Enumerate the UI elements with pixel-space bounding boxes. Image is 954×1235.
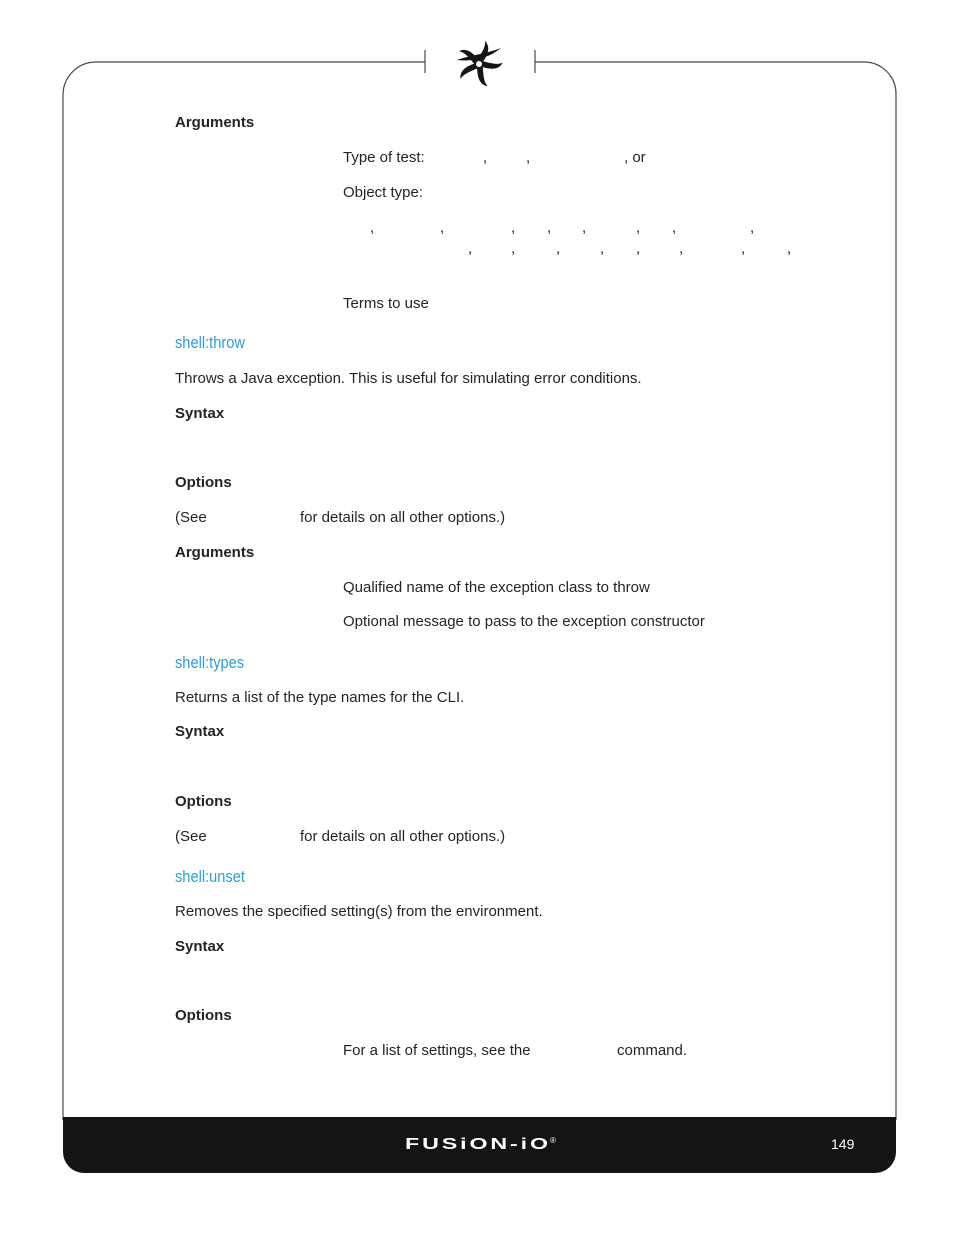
- shell-throw-arguments-heading: Arguments: [175, 544, 255, 561]
- object-type-separator: ,: [741, 240, 746, 257]
- object-type-separator: ,: [672, 219, 677, 236]
- object-type-separator: ,: [511, 219, 516, 236]
- fusion-io-wordmark: FUSiON-iO: [405, 1136, 551, 1153]
- object-type-separator: ,: [679, 240, 684, 257]
- object-type-separator: ,: [440, 219, 445, 236]
- type-of-test-separator: , or: [624, 149, 646, 166]
- type-of-test-label: Type of test:: [343, 149, 425, 166]
- type-of-test-separator: ,: [526, 149, 531, 166]
- shell-unset-settings-text: For a list of settings, see the: [343, 1042, 531, 1059]
- object-type-separator: ,: [556, 240, 561, 257]
- shell-throw-syntax-heading: Syntax: [175, 405, 225, 422]
- shell-types-title: shell:types: [175, 653, 245, 672]
- shell-types-syntax-heading: Syntax: [175, 723, 225, 740]
- shell-throw-title: shell:throw: [175, 333, 245, 352]
- shell-unset-settings-suffix: command.: [617, 1042, 688, 1059]
- terms-description: Terms to use: [343, 295, 429, 312]
- shell-throw-arg-class: Qualified name of the exception class to throw: [343, 579, 650, 596]
- shell-unset-syntax-heading: Syntax: [175, 938, 225, 955]
- shell-throw-arg-message: Optional message to pass to the exception constructor: [343, 613, 705, 630]
- shell-unset-description: Removes the specified setting(s) from the environment.: [175, 903, 543, 920]
- shell-unset-options-heading: Options: [175, 1007, 232, 1024]
- type-of-test-separator: ,: [483, 149, 488, 166]
- shell-throw-options-heading: Options: [175, 474, 232, 491]
- object-type-separator: ,: [636, 219, 641, 236]
- object-type-separator: ,: [468, 240, 473, 257]
- shell-throw-options-see: (See: [175, 509, 207, 526]
- fusion-io-star-logo: [456, 41, 504, 88]
- object-type-separator: ,: [636, 240, 641, 257]
- object-type-separator: ,: [370, 219, 375, 236]
- shell-types-options-heading: Options: [175, 793, 232, 810]
- trademark-symbol: ®: [550, 1136, 556, 1145]
- shell-types-options-see: (See: [175, 828, 207, 845]
- arguments-heading: Arguments: [175, 114, 255, 131]
- object-type-separator: ,: [600, 240, 605, 257]
- page-number: 149: [831, 1136, 855, 1152]
- shell-throw-description: Throws a Java exception. This is useful for simulating error conditions.: [175, 370, 642, 387]
- object-type-separator: ,: [547, 219, 552, 236]
- shell-types-options-details: for details on all other options.): [300, 828, 506, 845]
- object-type-separator: ,: [511, 240, 516, 257]
- shell-unset-title: shell:unset: [175, 867, 245, 886]
- shell-types-description: Returns a list of the type names for the CLI.: [175, 689, 465, 706]
- object-type-separator: ,: [582, 219, 587, 236]
- object-type-label: Object type:: [343, 184, 424, 201]
- object-type-separator: ,: [787, 240, 792, 257]
- shell-throw-options-details: for details on all other options.): [300, 509, 506, 526]
- object-type-separator: ,: [750, 219, 755, 236]
